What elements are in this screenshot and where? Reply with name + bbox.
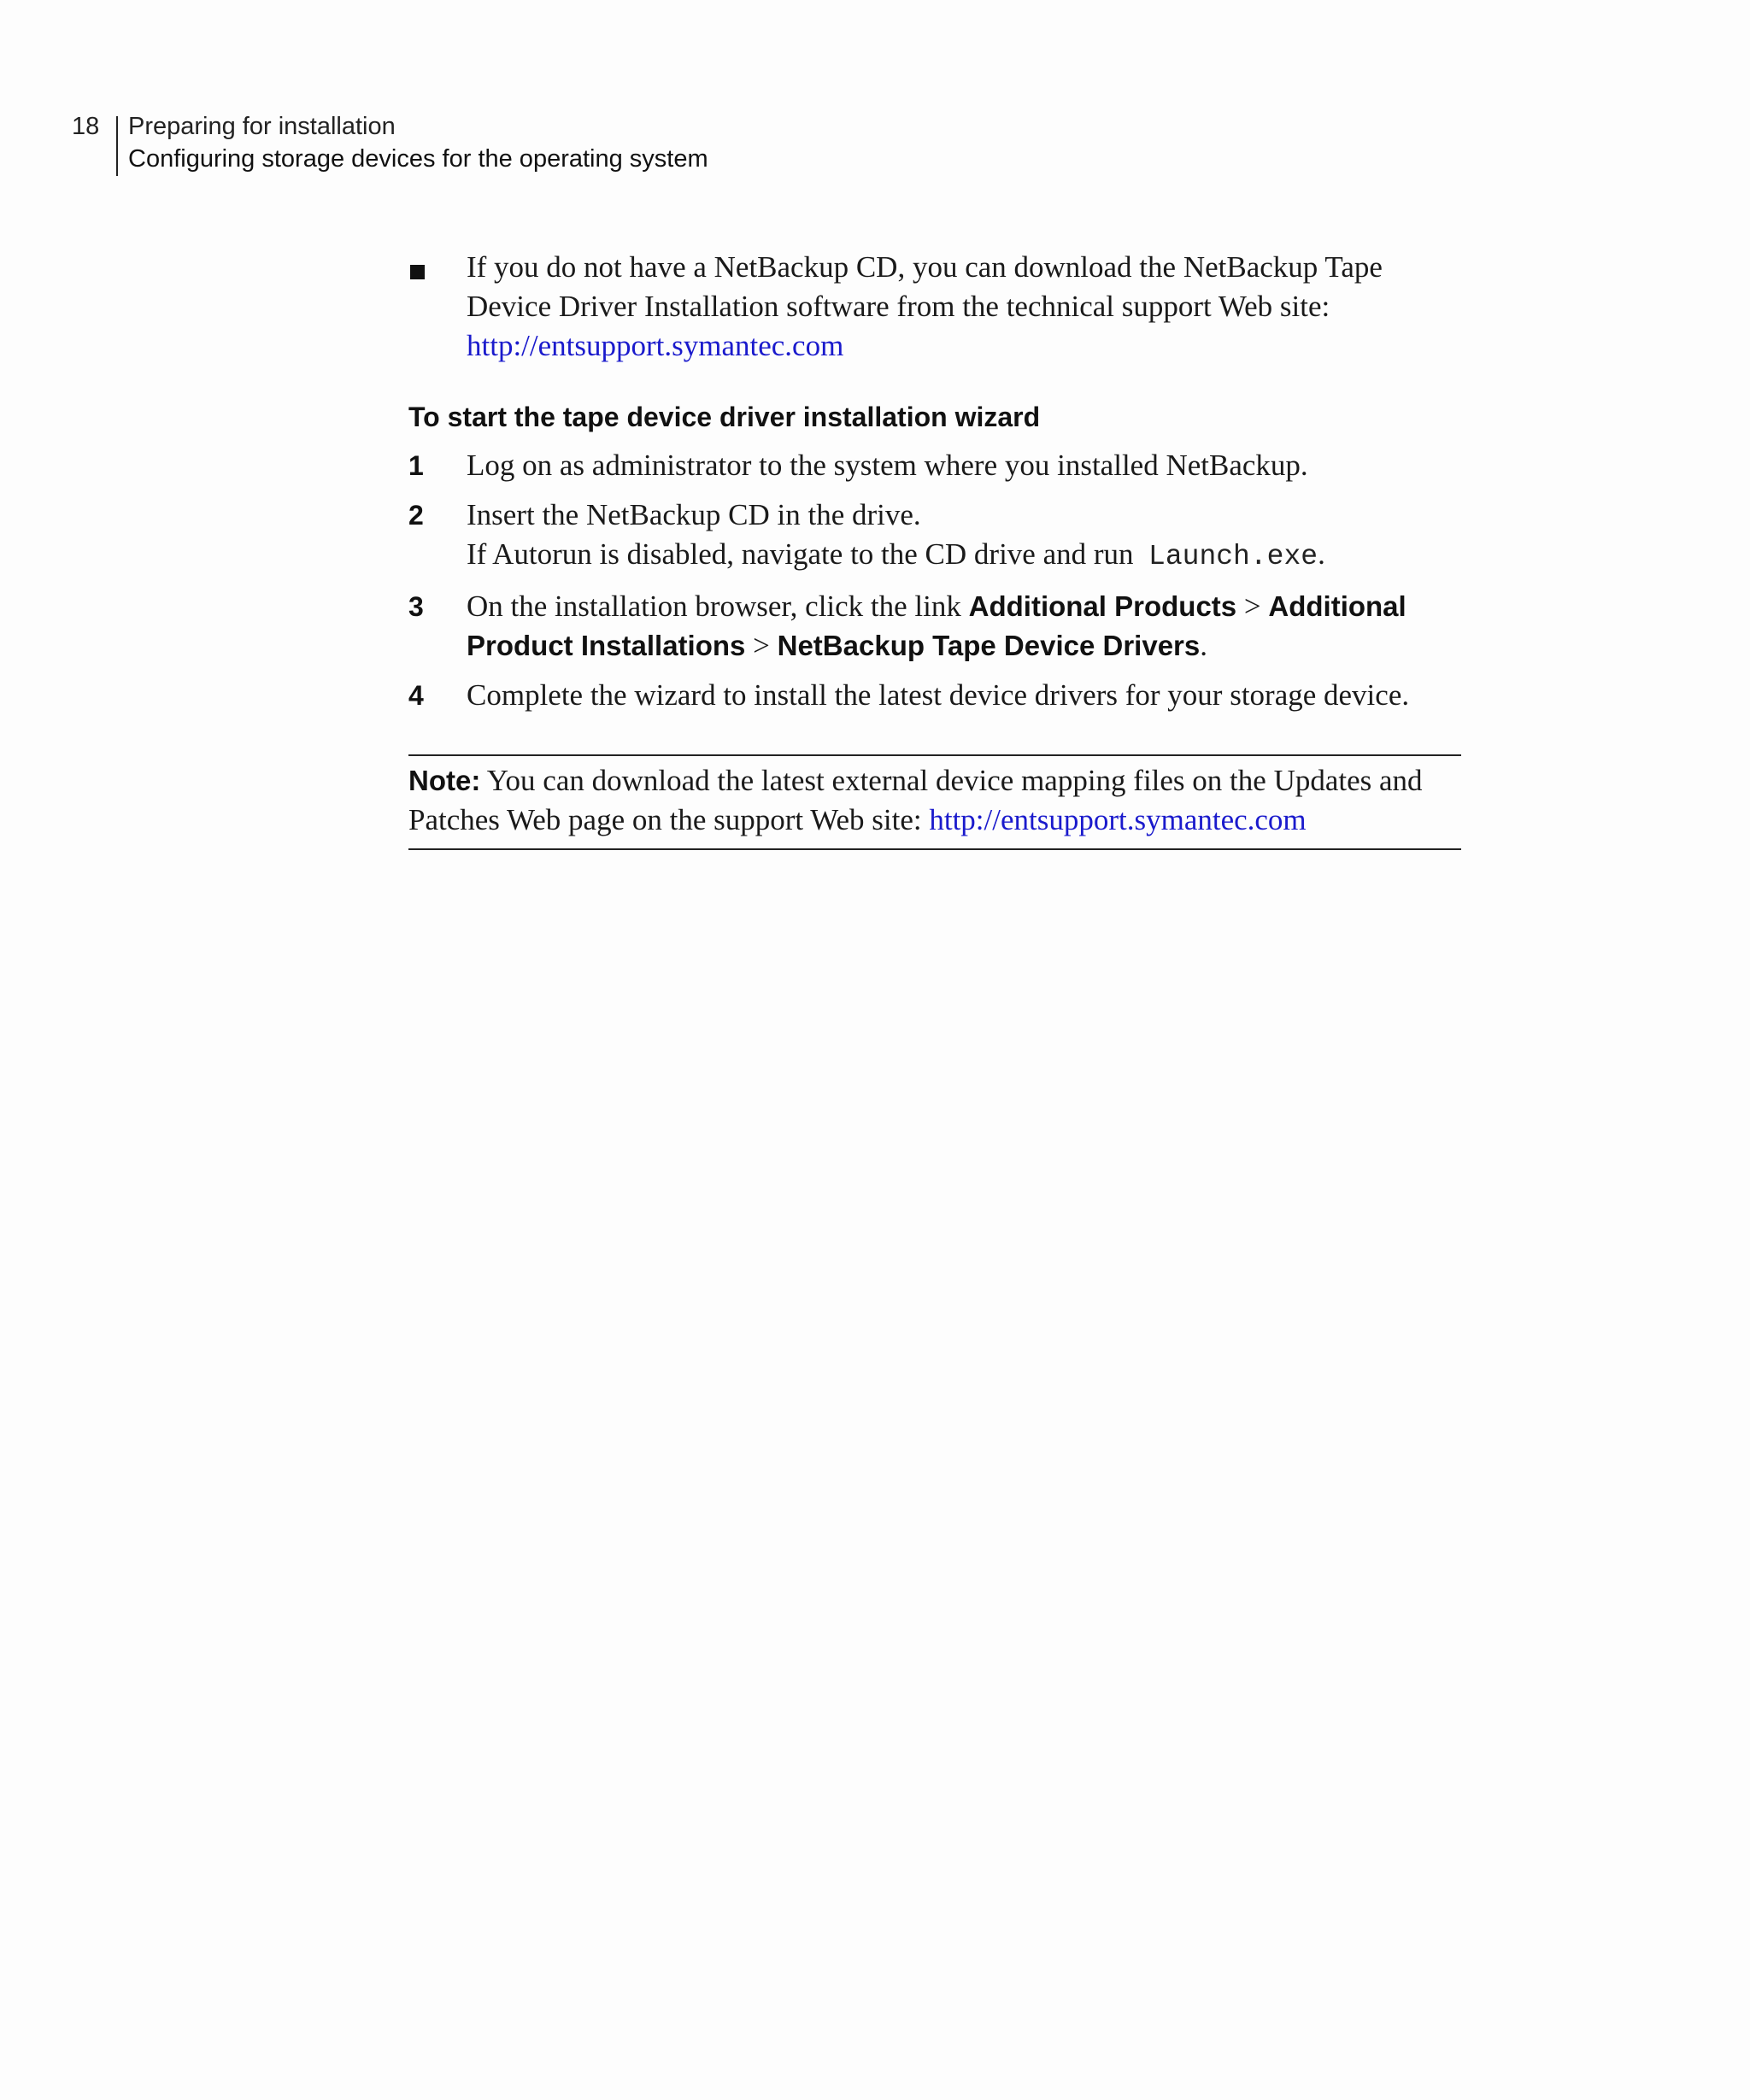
procedure-heading: To start the tape device driver installation wizard bbox=[408, 402, 1041, 432]
header-divider bbox=[116, 116, 118, 176]
step-text: On the installation browser, click the link bbox=[467, 590, 961, 623]
note-text: You can download the latest external device mapping files on the Updates and Patches Web page on the support Web site: bbox=[408, 764, 1423, 836]
launch-exe-code: Launch.exe bbox=[1148, 541, 1318, 572]
bullet-item bbox=[408, 248, 1461, 366]
step-text: Complete the wizard to install the latest device drivers for your storage device. bbox=[467, 678, 1410, 712]
section-title: Configuring storage devices for the operating system bbox=[128, 145, 708, 173]
chapter-title: Preparing for installation bbox=[128, 113, 396, 140]
ui-additional-products: Additional Products bbox=[968, 590, 1237, 622]
bullet-text: If you do not have a NetBackup CD, you can download the NetBackup Tape Device Driver Installation software from the technical support Web site: bbox=[467, 250, 1383, 323]
step-number: 2 bbox=[408, 500, 424, 531]
step-4 bbox=[408, 676, 1461, 715]
step-text: Log on as administrator to the system where you installed NetBackup. bbox=[467, 449, 1308, 482]
path-separator: > bbox=[753, 629, 770, 662]
step-number: 1 bbox=[408, 450, 424, 481]
note-box bbox=[408, 754, 1461, 850]
path-separator: > bbox=[1243, 590, 1261, 623]
note-support-link[interactable]: http://entsupport.symantec.com bbox=[929, 803, 1307, 836]
square-bullet-icon bbox=[410, 265, 425, 279]
step-2 bbox=[408, 496, 1461, 577]
step-number: 3 bbox=[408, 591, 424, 622]
step-text: Insert the NetBackup CD in the drive. bbox=[467, 498, 921, 531]
support-link[interactable]: http://entsupport.symantec.com bbox=[467, 329, 844, 362]
ui-netbackup-tape-device-drivers: NetBackup Tape Device Drivers bbox=[777, 630, 1201, 661]
step-3 bbox=[408, 587, 1461, 666]
page-body bbox=[408, 248, 1461, 850]
step-number: 4 bbox=[408, 680, 424, 711]
page-number: 18 bbox=[72, 113, 100, 140]
note-label: Note: bbox=[408, 765, 481, 796]
step-subtext-label: If Autorun is disabled, navigate to the CD drive and run bbox=[467, 537, 1134, 571]
step-text-end: . bbox=[1200, 629, 1207, 662]
step-1 bbox=[408, 446, 1461, 485]
step-subtext bbox=[467, 535, 1461, 577]
step-subtext-end: . bbox=[1318, 537, 1325, 571]
ui-additional-product-installations: Additional Product Installations bbox=[467, 590, 1406, 661]
